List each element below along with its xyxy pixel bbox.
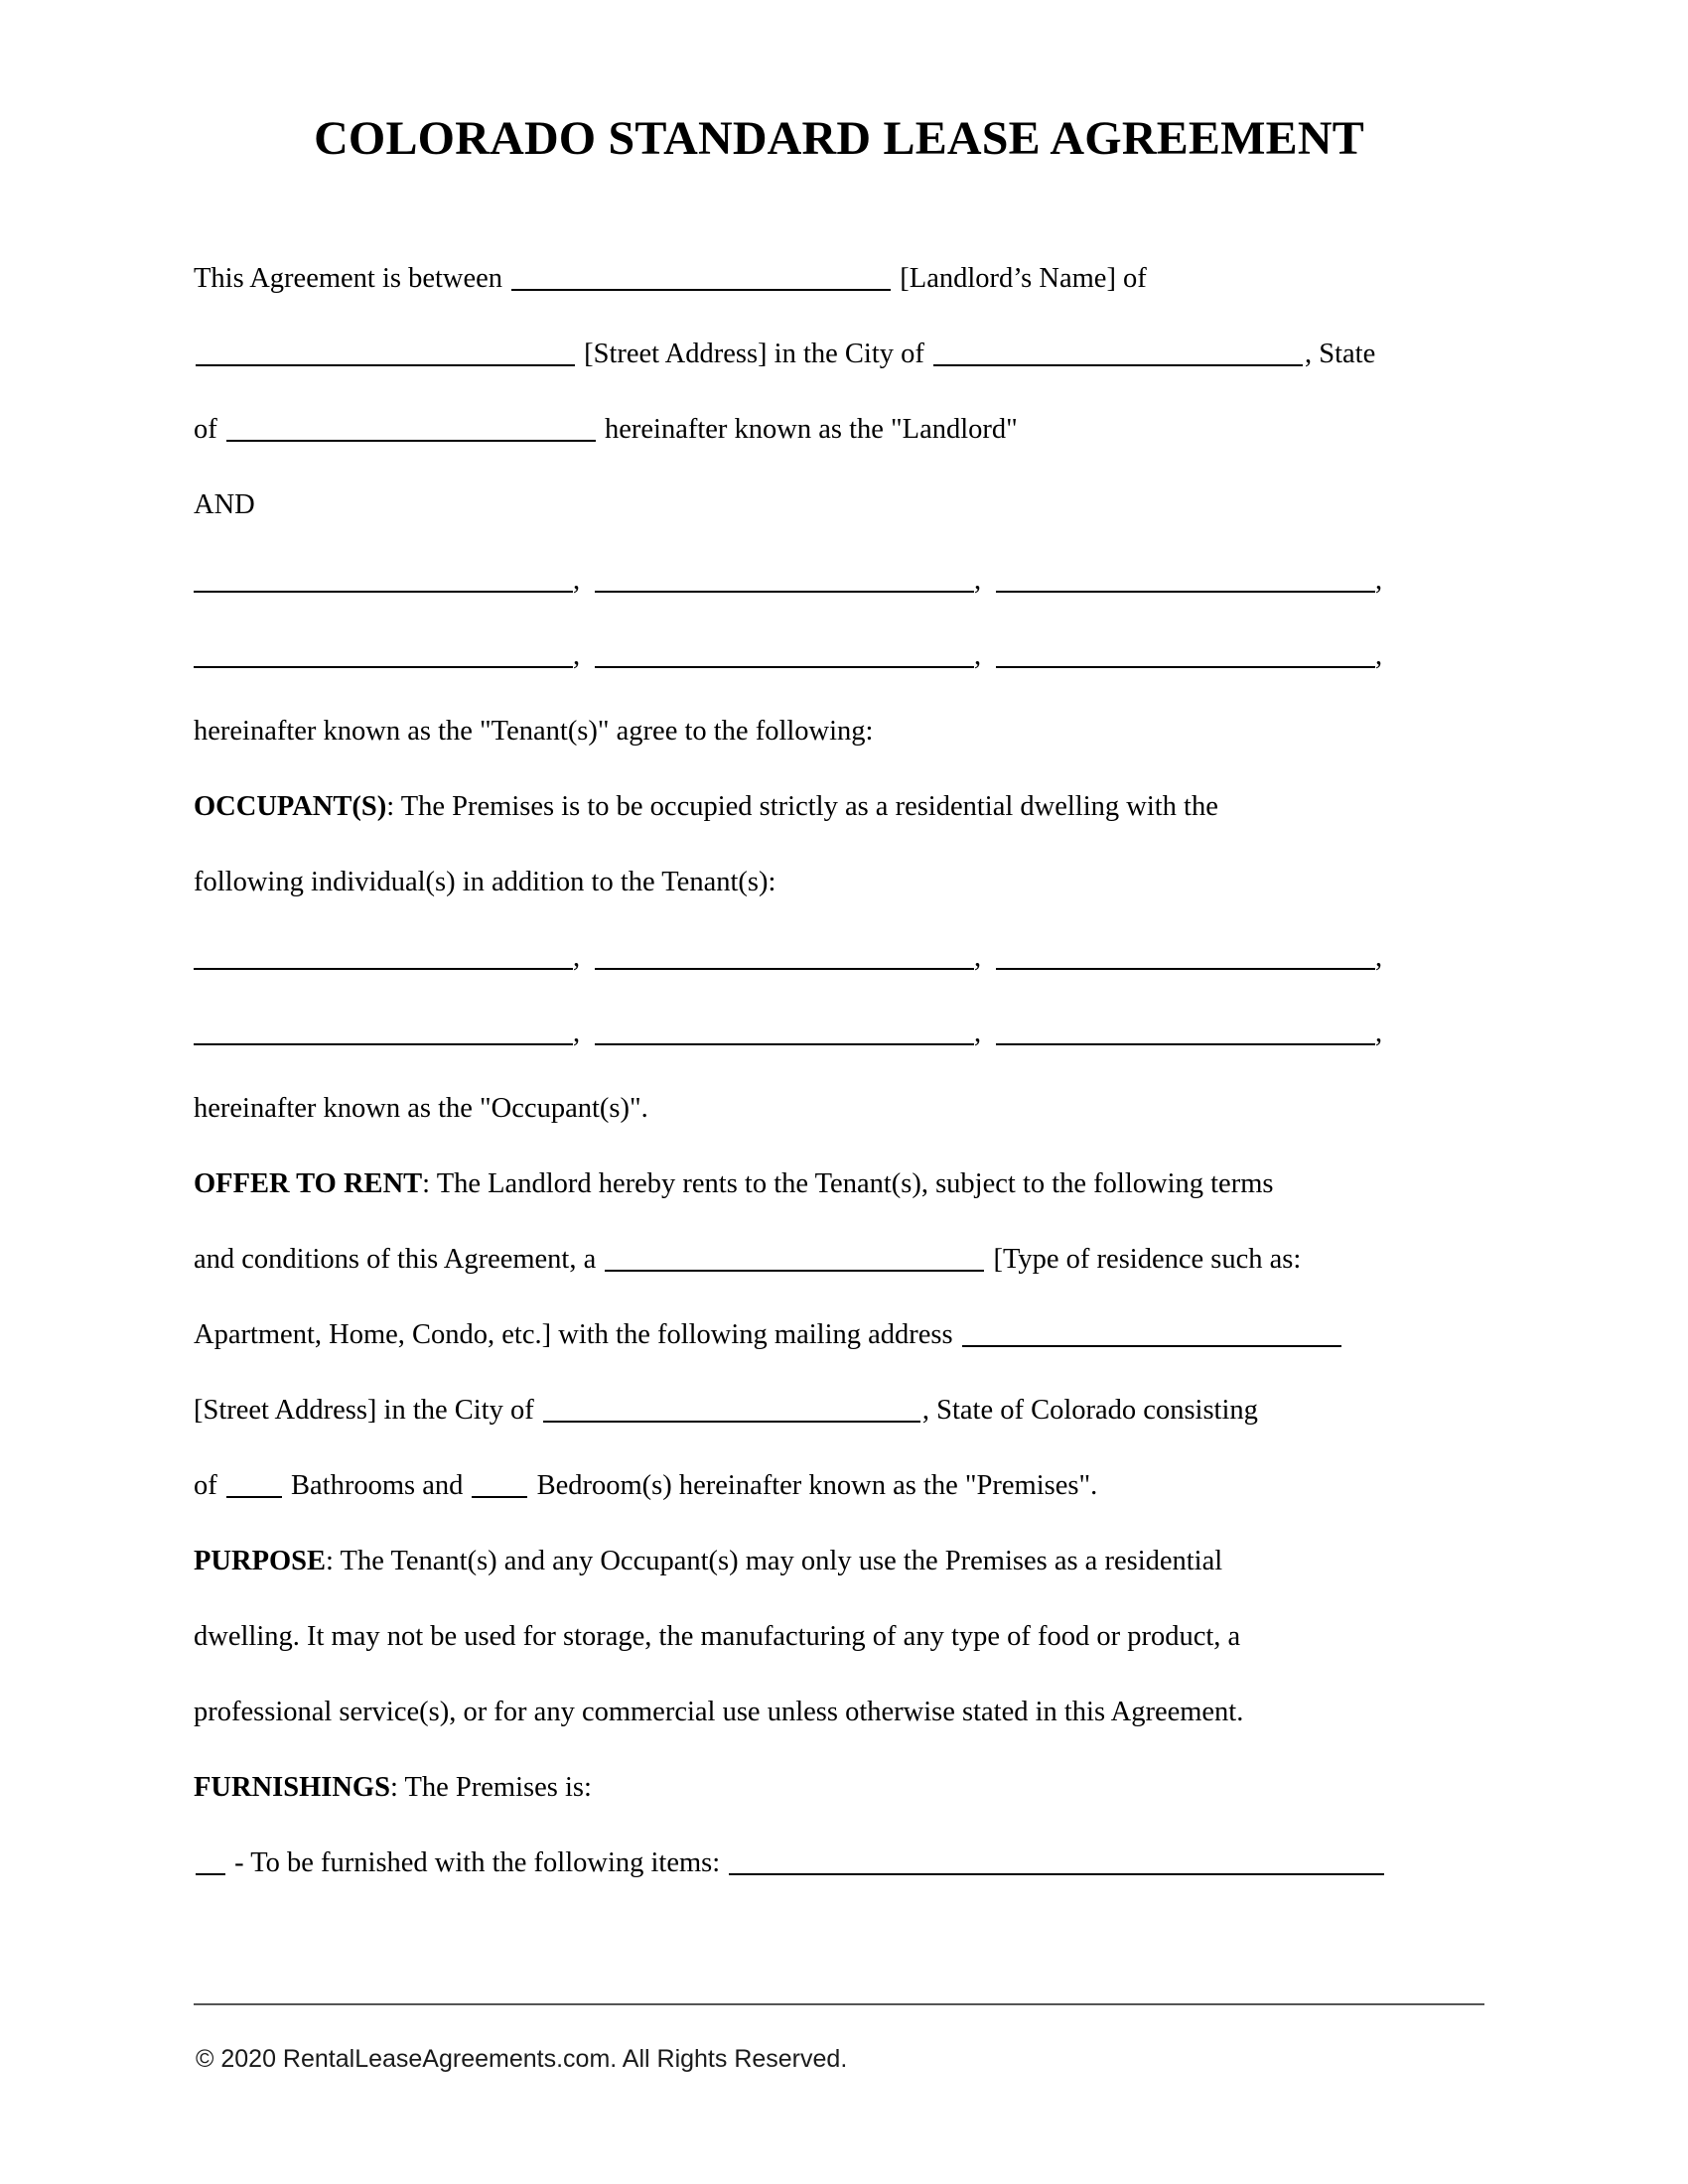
- furnishings-items-blank[interactable]: [729, 1847, 1384, 1875]
- tenant-blank-2-2[interactable]: [595, 640, 974, 668]
- offer-text-5c: Bedroom(s) hereinafter known as the "Premises".: [536, 1469, 1098, 1501]
- furnishings-heading: FURNISHINGS: [194, 1771, 390, 1803]
- tenant-comma-1-1: ,: [573, 564, 581, 596]
- offer-text-3a: Apartment, Home, Condo, etc.] with the following mailing address: [194, 1318, 953, 1350]
- occupant-comma-2-1: ,: [573, 1017, 581, 1048]
- furnishings-checkbox-blank[interactable]: [196, 1847, 225, 1875]
- purpose-line-2: dwelling. It may not be used for storage, the manufacturing of any type of food or product, a: [194, 1620, 1241, 1652]
- furnishings-option-1-label: - To be furnished with the following items:: [234, 1846, 721, 1878]
- offer-text-5b: Bathrooms and: [291, 1469, 464, 1501]
- intro-text-3b: hereinafter known as the "Landlord": [605, 413, 1018, 445]
- purpose-heading: PURPOSE: [194, 1545, 327, 1576]
- offer-text-1: : The Landlord hereby rents to the Tenant(s), subject to the following terms: [422, 1167, 1274, 1199]
- occupant-blank-1-3[interactable]: [996, 942, 1375, 970]
- tenant-blank-2-1[interactable]: [194, 640, 573, 668]
- offer-text-5a: of: [194, 1469, 217, 1501]
- tenant-blank-1-2[interactable]: [595, 565, 974, 593]
- tenant-blank-2-3[interactable]: [996, 640, 1375, 668]
- offer-text-4a: [Street Address] in the City of: [194, 1394, 534, 1426]
- page-title: COLORADO STANDARD LEASE AGREEMENT: [314, 112, 1364, 165]
- offer-line-4: [194, 1373, 1484, 1448]
- furnishings-text: : The Premises is:: [389, 1771, 592, 1803]
- occupant-blank-2-2[interactable]: [595, 1018, 974, 1045]
- purpose-line-1: [194, 1524, 1484, 1599]
- offer-line-2: [194, 1222, 1484, 1297]
- tenant-blank-1-1[interactable]: [194, 565, 573, 593]
- occupant-comma-2-2: ,: [974, 1017, 982, 1048]
- intro-text-2b: , State: [1305, 338, 1376, 369]
- offer-text-2a: and conditions of this Agreement, a: [194, 1243, 597, 1275]
- occupants-closing-line: hereinafter known as the "Occupant(s)".: [194, 1092, 648, 1124]
- occupants-heading: OCCUPANT(S): [194, 790, 387, 822]
- intro-text-2a: [Street Address] in the City of: [584, 338, 924, 369]
- offer-line-3: [194, 1297, 1484, 1373]
- occupants-text-1: : The Premises is to be occupied strictly as a residential dwelling with the: [386, 790, 1218, 822]
- landlord-name-blank[interactable]: [511, 263, 891, 291]
- tenant-comma-2-3: ,: [1375, 639, 1383, 671]
- tenant-comma-1-3: ,: [1375, 564, 1383, 596]
- occupant-blank-2-1[interactable]: [194, 1018, 573, 1045]
- purpose-line-3: professional service(s), or for any commercial use unless otherwise stated in this Agreement.: [194, 1696, 1244, 1727]
- document-content: [194, 0, 1484, 1901]
- occupant-blank-row-1: [194, 920, 1484, 996]
- bedrooms-count-blank[interactable]: [472, 1470, 527, 1498]
- tenant-comma-2-2: ,: [974, 639, 982, 671]
- offer-text-2b: [Type of residence such as:: [993, 1243, 1302, 1275]
- agreement-body: [194, 241, 1484, 1901]
- occupant-comma-2-3: ,: [1375, 1017, 1383, 1048]
- tenant-comma-2-1: ,: [573, 639, 581, 671]
- occupants-line-2: following individual(s) in addition to the Tenant(s):: [194, 866, 776, 897]
- and-separator: AND: [194, 488, 255, 520]
- offer-text-4b: , State of Colorado consisting: [921, 1394, 1258, 1426]
- landlord-street-blank[interactable]: [196, 339, 575, 366]
- intro-text-1b: [Landlord’s Name] of: [900, 262, 1147, 294]
- occupant-blank-row-2: [194, 996, 1484, 1071]
- tenant-comma-1-2: ,: [974, 564, 982, 596]
- premises-city-blank[interactable]: [543, 1395, 920, 1423]
- intro-line-3: [194, 392, 1484, 468]
- occupant-blank-1-1[interactable]: [194, 942, 573, 970]
- footer-copyright: © 2020 RentalLeaseAgreements.com. All Rights Reserved.: [196, 2045, 848, 2073]
- offer-line-1: [194, 1147, 1484, 1222]
- furnishings-line-1: [194, 1750, 1484, 1826]
- landlord-state-blank[interactable]: [226, 414, 596, 442]
- furnishings-option-line: [194, 1826, 1484, 1901]
- bathrooms-count-blank[interactable]: [226, 1470, 282, 1498]
- occupant-blank-2-3[interactable]: [996, 1018, 1375, 1045]
- landlord-city-blank[interactable]: [933, 339, 1303, 366]
- tenant-blank-row-1: [194, 543, 1484, 618]
- tenant-blank-1-3[interactable]: [996, 565, 1375, 593]
- occupant-comma-1-2: ,: [974, 941, 982, 973]
- offer-heading: OFFER TO RENT: [194, 1167, 423, 1199]
- purpose-text-1: : The Tenant(s) and any Occupant(s) may only use the Premises as a residential: [326, 1545, 1223, 1576]
- offer-line-5: [194, 1448, 1484, 1524]
- occupant-comma-1-1: ,: [573, 941, 581, 973]
- mailing-address-blank[interactable]: [962, 1319, 1341, 1347]
- intro-text-1a: This Agreement is between: [194, 262, 503, 294]
- occupant-blank-1-2[interactable]: [595, 942, 974, 970]
- intro-text-3a: of: [194, 413, 217, 445]
- footer-divider: [194, 2003, 1484, 2005]
- residence-type-blank[interactable]: [605, 1244, 984, 1272]
- tenant-blank-row-2: [194, 618, 1484, 694]
- occupants-line-1: [194, 769, 1484, 845]
- intro-line-2: [194, 317, 1484, 392]
- tenant-closing-line: hereinafter known as the "Tenant(s)" agree to the following:: [194, 715, 874, 747]
- intro-line-1: [194, 241, 1484, 317]
- occupant-comma-1-3: ,: [1375, 941, 1383, 973]
